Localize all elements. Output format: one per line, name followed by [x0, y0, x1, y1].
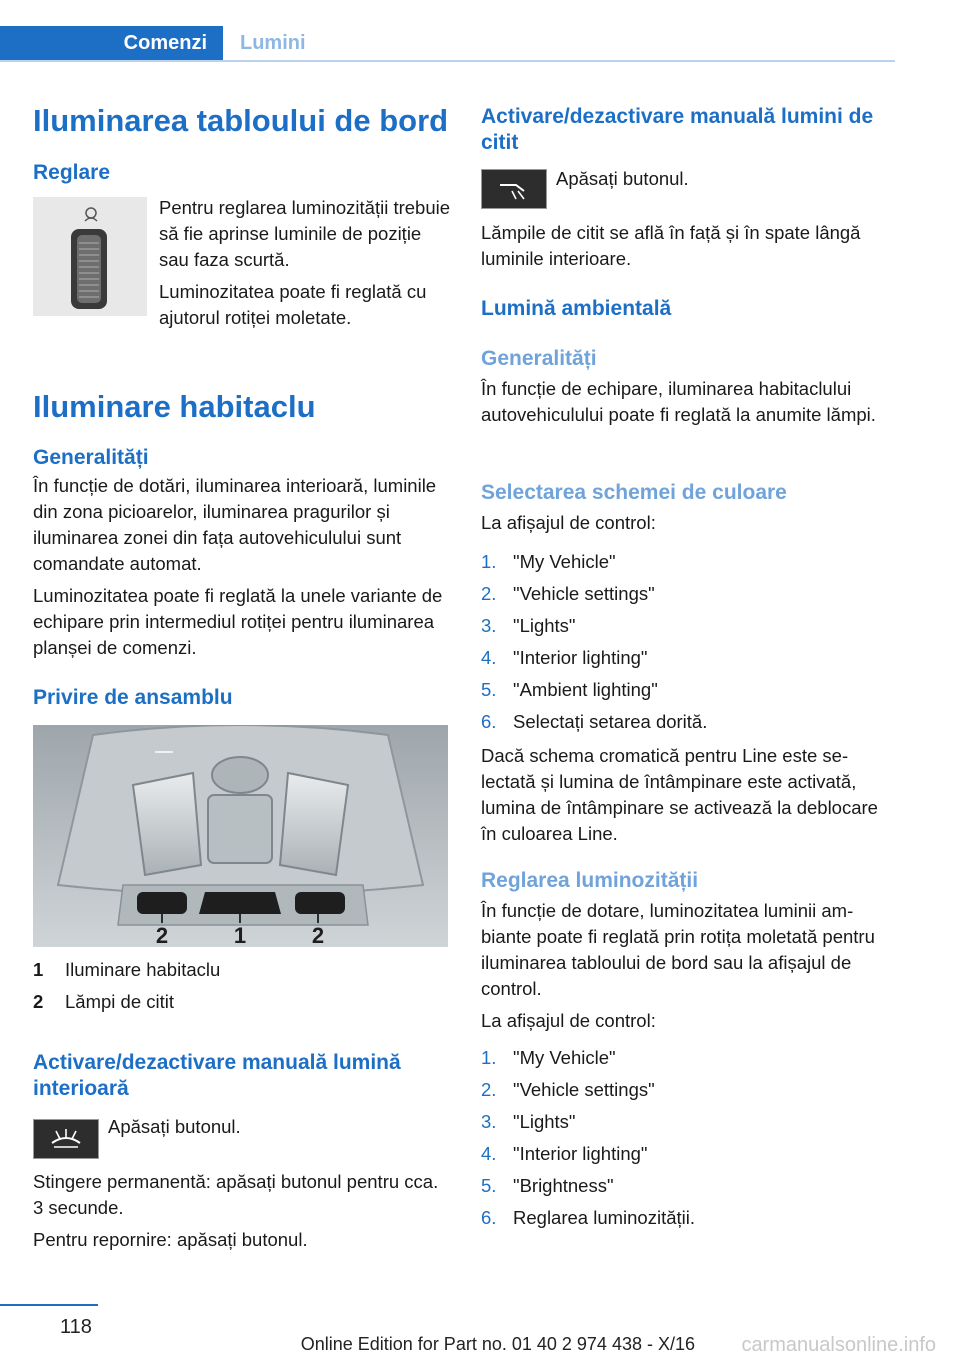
photo-label-1: 1	[233, 923, 247, 947]
generalitati-heading: Generalități	[33, 446, 149, 469]
header-divider	[0, 60, 895, 62]
luminozitate-step: 3. "Lights"	[481, 1111, 576, 1132]
tab-lumini[interactable]: Lumini	[240, 31, 306, 54]
legend-item: 2 Lămpi de citit	[33, 991, 174, 1012]
photo-label-2-left: 2	[155, 923, 169, 947]
ambient-heading: Lumină ambientală	[481, 297, 672, 320]
watermark: carmanualsonline.info	[741, 1334, 936, 1356]
luminozitate-step: 4. "Interior lighting"	[481, 1143, 648, 1164]
luminozitate-heading: Reglarea luminozității	[481, 869, 699, 892]
section-title-dashboard-lighting: Iluminarea tabloului de bord	[33, 103, 449, 138]
schema-note: Dacă schema cromatică pentru Line este selectată și lumina de întâmpinare este activată, lumina de întâmpinare se activează la deblocare în culoarea Line.	[481, 745, 878, 844]
ambient-generalitati-heading: Generalități	[481, 347, 597, 370]
luminozitate-step: 5. "Brightness"	[481, 1175, 614, 1196]
reading-light-button-icon	[481, 169, 547, 209]
footer-rule	[0, 1304, 98, 1306]
reading-light-icon	[494, 177, 534, 201]
legend-list	[33, 957, 448, 1021]
schema-step: 1. "My Vehicle"	[481, 551, 616, 572]
luminozitate-step: 1. "My Vehicle"	[481, 1047, 616, 1068]
schema-heading: Selectarea schemei de culoare	[481, 481, 787, 504]
schema-intro: La afișajul de control:	[481, 512, 656, 533]
activare-interior-heading: Activare/dezactivare manuală lumină interioară	[33, 1051, 401, 1100]
tab-comenzi[interactable]: Comenzi	[0, 26, 223, 60]
generalitati-text: În funcție de dotări, iluminarea interioară, luminile din zona picioarelor, iluminarea pragurilor și iluminarea zonei din fața autovehiculului sunt comandate automat. Luminozitatea poate fi reglată la unele variante de echipare prin intermediul rotiței pentru iluminarea planșei de comenzi.	[33, 475, 443, 658]
luminozitate-text: În funcție de dotare, luminozitatea luminii ambiante poate fi reglată prin rotița moletată pentru iluminarea tabloului de bord sau la afișajul de control. La afișajul de control:	[481, 900, 875, 1031]
reglare-text: Pentru reglarea luminozității trebuie să fie aprinse luminile de poziție sau faza scurtă. Luminozitatea poate fi reglată cu ajutorul rotiței moletate.	[159, 197, 451, 328]
schema-step: 4. "Interior lighting"	[481, 647, 648, 668]
legend-item: 1 Iluminare habitaclu	[33, 959, 221, 980]
interior-light-icon	[46, 1127, 86, 1151]
activare-interior-p1: Apăsați butonul.	[108, 1116, 241, 1137]
activare-citit-p1: Apăsați butonul.	[556, 168, 689, 189]
activare-interior-text: Stingere permanentă: apăsați butonul pentru cca. 3 secunde. Pentru repornire: apăsați butonul.	[33, 1171, 439, 1250]
schema-step: 2. "Vehicle settings"	[481, 583, 655, 604]
overhead-console-image	[33, 725, 448, 947]
thumbwheel-image	[33, 197, 147, 316]
reglare-heading: Reglare	[33, 161, 111, 184]
schema-step: 5. "Ambient lighting"	[481, 679, 658, 700]
luminozitate-steps	[481, 1045, 893, 1237]
overhead-console-photo	[33, 725, 448, 947]
privire-heading: Privire de ansamblu	[33, 686, 233, 709]
activare-citit-heading: Activare/dezactivare manuală lumini de citit	[481, 105, 874, 154]
header-tabbar	[0, 26, 895, 62]
edition-text: Online Edition for Part no. 01 40 2 974 438 - X/16	[300, 1334, 695, 1354]
schema-steps	[481, 549, 893, 741]
ambient-generalitati-text: În funcție de echipare, iluminarea habitaclului autovehiculului poate fi reglată la anumite lămpi.	[481, 378, 876, 425]
schema-step: 6. Selectați setarea dorită.	[481, 711, 708, 732]
luminozitate-step: 6. Reglarea luminozității.	[481, 1207, 696, 1228]
luminozitate-step: 2. "Vehicle settings"	[481, 1079, 655, 1100]
interior-light-button-icon	[33, 1119, 99, 1159]
thumbwheel-icon	[33, 197, 147, 316]
section-title-interior-lighting: Iluminare habitaclu	[33, 389, 316, 424]
page-number: 118	[60, 1316, 92, 1338]
schema-step: 3. "Lights"	[481, 615, 576, 636]
photo-label-2-right: 2	[311, 923, 325, 947]
activare-citit-p2: Lămpile de citit se află în față și în spate lângă luminile interioare.	[481, 222, 861, 269]
